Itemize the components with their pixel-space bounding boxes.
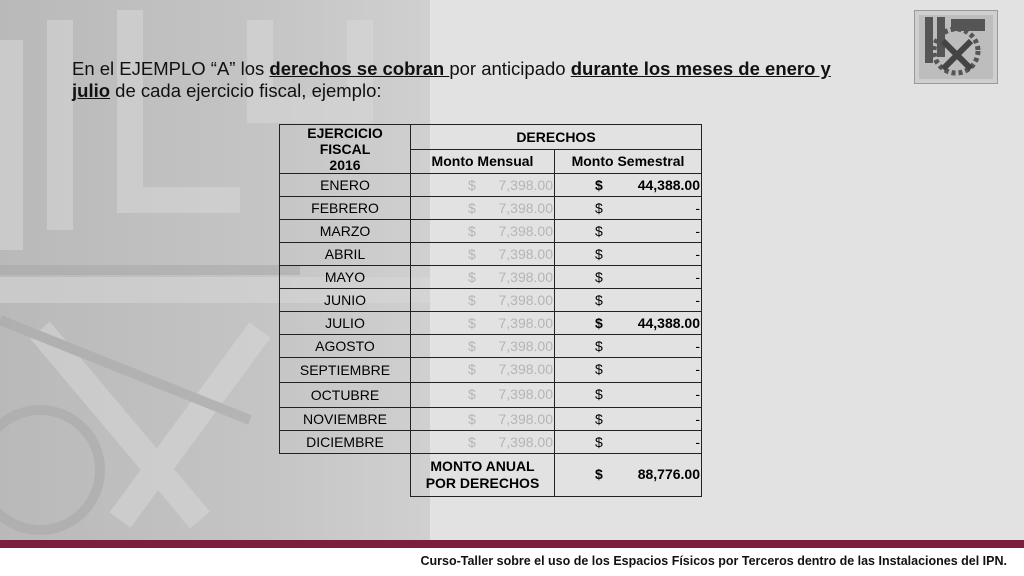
currency-symbol: $: [468, 269, 476, 285]
semestral-cell: [555, 220, 702, 243]
currency-symbol: $: [468, 315, 476, 331]
table-row: [280, 197, 702, 220]
semestral-value: -: [695, 386, 700, 402]
table-row: [280, 431, 702, 454]
semestral-cell: [555, 289, 702, 312]
semestral-value: 44,388.00: [637, 315, 700, 331]
semestral-value: -: [695, 246, 700, 262]
table-row: [280, 335, 702, 358]
currency-symbol: $: [468, 411, 476, 427]
mensual-cell: [411, 220, 555, 243]
mensual-cell: [411, 174, 555, 197]
table-row: [280, 220, 702, 243]
semestral-value: -: [695, 223, 700, 239]
currency-symbol: $: [595, 315, 603, 331]
mensual-value: 7,398.00: [498, 292, 553, 308]
mensual-value: 7,398.00: [498, 315, 553, 331]
month-cell: FEBRERO: [280, 197, 411, 220]
semestral-value: -: [695, 292, 700, 308]
footer-text: Curso-Taller sobre el uso de los Espacios Físicos por Terceros dentro de las Instalaciones del IPN.: [420, 554, 1007, 568]
mensual-cell: [411, 431, 555, 454]
month-cell: JUNIO: [280, 289, 411, 312]
derechos-table: [279, 124, 702, 497]
mensual-value: 7,398.00: [498, 434, 553, 450]
currency-symbol: $: [595, 223, 603, 239]
header-semestral: Monto Semestral: [555, 149, 702, 174]
month-cell: ENERO: [280, 174, 411, 197]
currency-symbol: $: [595, 338, 603, 354]
month-cell: NOVIEMBRE: [280, 408, 411, 431]
semestral-cell: [555, 197, 702, 220]
mensual-value: 7,398.00: [498, 269, 553, 285]
currency-symbol: $: [468, 338, 476, 354]
currency-symbol: $: [595, 177, 603, 193]
ipn-logo-icon: [915, 11, 997, 83]
ipn-logo: [914, 10, 998, 84]
mensual-value: 7,398.00: [498, 177, 553, 193]
semestral-value: -: [695, 338, 700, 354]
mensual-cell: [411, 243, 555, 266]
total-value-cell: [555, 454, 702, 497]
currency-symbol: $: [468, 200, 476, 216]
table-row: [280, 174, 702, 197]
month-cell: OCTUBRE: [280, 383, 411, 408]
intro-text-2: por anticipado: [449, 58, 571, 79]
mensual-value: 7,398.00: [498, 246, 553, 262]
currency-symbol: $: [595, 361, 603, 377]
mensual-value: 7,398.00: [498, 223, 553, 239]
intro-paragraph: [72, 58, 872, 102]
mensual-value: 7,398.00: [498, 200, 553, 216]
footer: [0, 548, 1024, 576]
month-cell: AGOSTO: [280, 335, 411, 358]
table-row: [280, 289, 702, 312]
month-cell: JULIO: [280, 312, 411, 335]
semestral-cell: [555, 243, 702, 266]
currency-symbol: $: [595, 434, 603, 450]
currency-symbol: $: [595, 246, 603, 262]
semestral-value: -: [695, 361, 700, 377]
semestral-cell: [555, 408, 702, 431]
table-row: [280, 358, 702, 383]
month-cell: MARZO: [280, 220, 411, 243]
currency-symbol: $: [468, 177, 476, 193]
currency-symbol: $: [468, 361, 476, 377]
mensual-cell: [411, 335, 555, 358]
header-mensual: Monto Mensual: [411, 149, 555, 174]
header-derechos: DERECHOS: [411, 125, 702, 150]
mensual-cell: [411, 408, 555, 431]
total-empty-cell: [280, 454, 411, 497]
semestral-cell: [555, 358, 702, 383]
accent-bar: [0, 540, 1024, 548]
month-cell: DICIEMBRE: [280, 431, 411, 454]
header-ejercicio: EJERCICIO FISCAL 2016: [280, 125, 411, 174]
mensual-value: 7,398.00: [498, 361, 553, 377]
intro-text-3: de cada ejercicio fiscal, ejemplo:: [110, 80, 382, 101]
semestral-cell: [555, 335, 702, 358]
month-cell: MAYO: [280, 266, 411, 289]
semestral-value: -: [695, 411, 700, 427]
currency-symbol: $: [468, 292, 476, 308]
semestral-cell: [555, 312, 702, 335]
semestral-value: -: [695, 200, 700, 216]
currency-symbol: $: [595, 411, 603, 427]
currency-symbol: $: [468, 246, 476, 262]
mensual-cell: [411, 383, 555, 408]
currency-symbol: $: [595, 200, 603, 216]
mensual-cell: [411, 289, 555, 312]
table-row: [280, 408, 702, 431]
semestral-value: -: [695, 269, 700, 285]
currency-symbol: $: [468, 223, 476, 239]
semestral-value: -: [695, 434, 700, 450]
intro-text-1: En el EJEMPLO “A” los: [72, 58, 270, 79]
table-row: [280, 266, 702, 289]
currency-symbol: $: [595, 269, 603, 285]
semestral-cell: [555, 431, 702, 454]
semestral-cell: [555, 174, 702, 197]
currency-symbol: $: [595, 386, 603, 402]
mensual-cell: [411, 358, 555, 383]
currency-symbol: $: [468, 386, 476, 402]
currency-symbol: $: [468, 434, 476, 450]
total-value: 88,776.00: [637, 466, 700, 482]
table-row: [280, 312, 702, 335]
table-row: [280, 383, 702, 408]
mensual-cell: [411, 266, 555, 289]
intro-underlined-1: derechos se cobran: [269, 58, 450, 79]
semestral-value: 44,388.00: [637, 177, 700, 193]
semestral-cell: [555, 383, 702, 408]
total-label: MONTO ANUAL POR DERECHOS: [411, 454, 555, 497]
mensual-value: 7,398.00: [498, 338, 553, 354]
currency-symbol: $: [595, 466, 603, 482]
table-row: [280, 243, 702, 266]
month-cell: SEPTIEMBRE: [280, 358, 411, 383]
mensual-cell: [411, 197, 555, 220]
semestral-cell: [555, 266, 702, 289]
mensual-value: 7,398.00: [498, 411, 553, 427]
mensual-value: 7,398.00: [498, 386, 553, 402]
currency-symbol: $: [595, 292, 603, 308]
mensual-cell: [411, 312, 555, 335]
month-cell: ABRIL: [280, 243, 411, 266]
intro-underlined-2: durante los meses de enero y julio: [72, 58, 831, 101]
